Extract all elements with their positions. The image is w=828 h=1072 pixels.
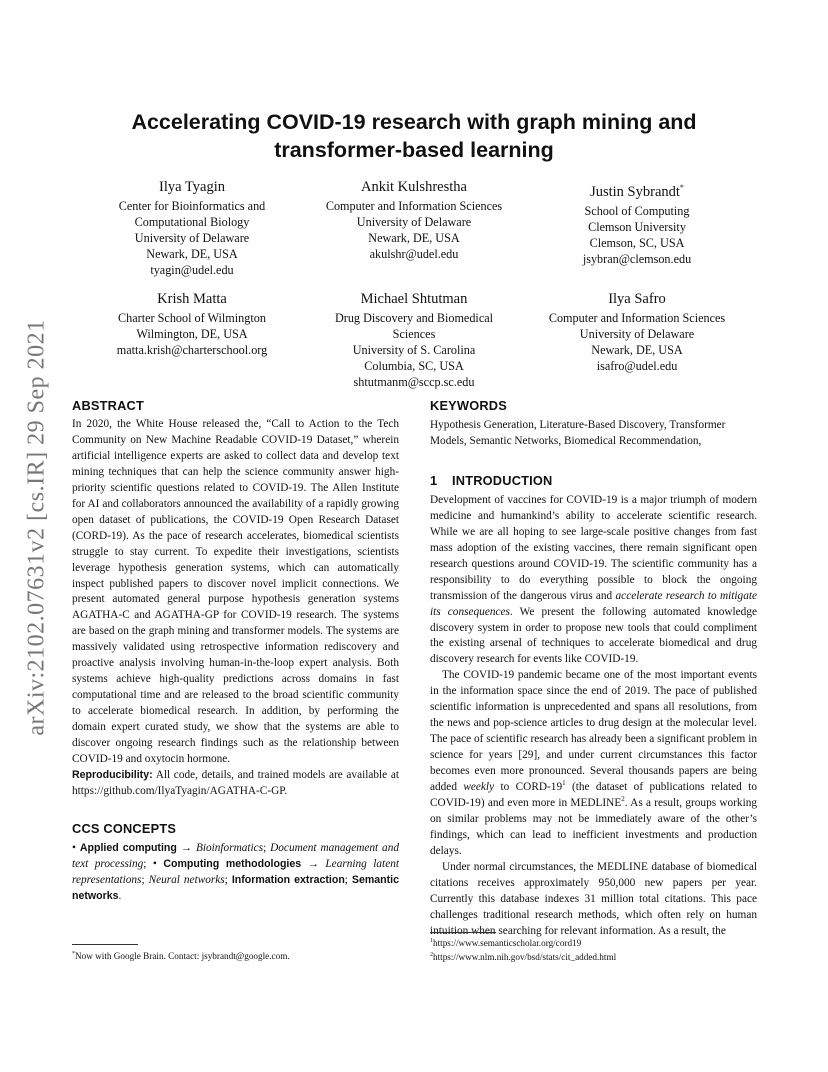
intro-paragraph-1: [430, 493, 757, 668]
left-column: [72, 398, 399, 905]
arxiv-identifier-text: arXiv:2102.07631v2 [cs.IR] 29 Sep 2021: [23, 318, 50, 736]
author-affiliation-line: University of Delaware: [579, 327, 695, 341]
author-block-6: [517, 290, 757, 374]
footnote-rule: [72, 944, 138, 945]
footnote-ref-link[interactable]: 2: [621, 795, 625, 804]
author-footnote: [72, 949, 399, 963]
section-number: 1: [430, 472, 438, 488]
author-block-5: [294, 290, 534, 390]
author-affiliation-line: Charter School of Wilmington: [118, 311, 266, 325]
abstract-heading: ABSTRACT: [72, 398, 144, 413]
paper-title-line-2: transformer-based learning: [274, 138, 554, 162]
author-affiliation-line: Computational Biology: [134, 215, 250, 229]
author-name-with-mark: [517, 178, 757, 202]
author-affiliation-line: Clemson University: [588, 219, 686, 234]
ccs-term: Applied computing: [79, 841, 177, 854]
right-footnote-area: [430, 932, 757, 963]
author-affiliation-line: University of Delaware: [356, 215, 472, 229]
author-name: Justin Sybrandt: [590, 183, 680, 200]
footnote-ref-link[interactable]: 1: [562, 779, 566, 788]
author-affiliation-line: Clemson, SC, USA: [589, 235, 685, 250]
author-affiliation-line: Computer and Information Sciences: [325, 199, 503, 213]
author-affiliation-line: Center for Bioinformatics and: [118, 199, 266, 213]
author-affiliation-line: Newark, DE, USA: [591, 343, 683, 357]
author-block-1: [72, 178, 312, 278]
reproducibility-label: Reproducibility:: [72, 768, 153, 781]
author-affiliation-line: Columbia, SC, USA: [364, 359, 464, 373]
author-email-link[interactable]: akulshr@udel.edu: [369, 247, 459, 261]
footnote-url-link[interactable]: https://www.semanticscholar.org/cord19: [433, 938, 582, 949]
ccs-term: Information extraction: [231, 873, 345, 886]
author-email-link[interactable]: shtutmanm@sccp.sc.edu: [353, 375, 475, 389]
author-affiliation-line: Newark, DE, USA: [368, 231, 460, 245]
paper-title: [90, 108, 738, 164]
intro-emphasis: weekly: [463, 781, 495, 794]
url-footnote: [430, 950, 757, 964]
footnote-mark: *: [72, 951, 75, 957]
ccs-bullet: •: [72, 841, 76, 854]
intro-text: to CORD-19: [494, 781, 563, 794]
ccs-subterm: Neural networks: [148, 873, 225, 886]
author-name: Michael Shtutman: [360, 291, 468, 307]
paper-title-line-1: Accelerating COVID-19 research with graph mining and: [131, 110, 697, 134]
author-affiliation-line: Computer and Information Sciences: [548, 311, 726, 325]
intro-text: . As a result, groups working on similar problems may not be immediately aware of the other’s findings, which can lead to inefficient investments and production delays.: [430, 797, 757, 857]
author-affiliation-line: Wilmington, DE, USA: [136, 327, 248, 341]
author-affiliation-line: Sciences: [392, 327, 436, 341]
author-block-2: [294, 178, 534, 262]
author-name: Ilya Tyagin: [159, 179, 225, 195]
author-affiliation-line: Newark, DE, USA: [146, 247, 238, 261]
ccs-arrow: →: [180, 841, 193, 854]
author-email-link[interactable]: isafro@udel.edu: [596, 359, 678, 373]
author-name: Ilya Safro: [608, 291, 666, 307]
ccs-subterm: Learning latent representations: [72, 857, 400, 886]
author-block-4: [72, 290, 312, 358]
intro-text: Development of vaccines for COVID-19 is a major triumph of modern medicine and humankind’s ability to accelerate scientific research. While we are all hoping to see large-scale positive changes from fast mass adoption of the existing vaccines, there remain significant open research questions around COVID-19. The scientific community has a responsibility to do everything possible to block the ongoing transmission of the dangerous virus and: [430, 493, 757, 602]
author-block-3: [517, 178, 757, 267]
author-affiliation-line: School of Computing: [584, 203, 690, 218]
footnote-url-link[interactable]: https://www.nlm.nih.gov/bsd/stats/cit_added.html: [433, 951, 617, 962]
right-column: [430, 398, 757, 940]
section-title: INTRODUCTION: [452, 472, 553, 488]
keywords-heading: KEYWORDS: [430, 398, 507, 413]
intro-emphasis: accelerate research to mitigate its consequences: [430, 589, 758, 618]
intro-paragraph-3: Under normal circumstances, the MEDLINE database of biomedical citations receives approximately 950,000 new papers per year. Currently this database indexes 31 million total citations. This pace challenges traditional research methods, which often rely on human intuition when searching for relevant information. As a result, the: [430, 860, 757, 937]
author-email-link[interactable]: jsybran@clemson.edu: [582, 251, 692, 266]
introduction-heading: [430, 473, 757, 488]
left-footnote-area: [72, 944, 399, 963]
author-name: Krish Matta: [157, 291, 227, 307]
ccs-bullet: •: [152, 857, 157, 870]
footnote-mark: 1: [430, 938, 433, 944]
reproducibility-text: All code, details, and trained models are available at https://github.com/IlyaTyagin/AGATHA-C-GP.: [72, 768, 400, 797]
intro-text: (the dataset of publications related to COVID-19) and even more in MEDLINE: [430, 781, 757, 810]
arxiv-identifier: [18, 296, 56, 758]
ccs-concepts-text: • Applied computing → Bioinformatics; Document management and text processing; • Computing methodologies → Learning latent representations; Neural networks; Information extraction; Semantic networks.: [72, 841, 400, 902]
author-affiliation-line: University of Delaware: [134, 231, 250, 245]
ccs-term: Computing methodologies: [163, 857, 302, 870]
intro-text: The COVID-19 pandemic became one of the most important events in the information space since the end of 2019. The pace of published scientific information is unprecedented and spans all resolutions, from the news and pop-science articles to drug design at the molecular level. The pace of scientific research has already been a significant problem in science for years [29], and under current circumstances this factor becomes even more pronounced. Several thousands papers are being added: [430, 669, 757, 794]
author-affiliation-line: Drug Discovery and Biomedical: [334, 311, 494, 325]
reproducibility-paragraph: [72, 768, 399, 800]
ccs-arrow: →: [307, 857, 319, 870]
author-affiliation-line: University of S. Carolina: [352, 343, 476, 357]
author-email-link[interactable]: matta.krish@charterschool.org: [116, 343, 268, 357]
author-name: Ankit Kulshrestha: [361, 179, 467, 195]
ccs-subterm: Bioinformatics: [195, 841, 264, 854]
author-footnote-mark: *: [679, 183, 684, 192]
ccs-term: Semantic networks: [72, 873, 400, 902]
intro-paragraph-2: [430, 668, 757, 859]
abstract-text: In 2020, the White House released the, “Call to Action to the Tech Community on New Machine Readable COVID-19 Dataset,” wherein artificial intelligence experts are asked to collect data and develop text mining techniques that can help the science community answer high-priority scientific questions related to COVID-19. The Allen Institute for AI and collaborators announced the availability of a rapidly growing open dataset of publications, the COVID-19 Open Research Dataset (CORD-19). As the pace of research accelerates, biomedical scientists struggle to stay current. To expedite their investigations, scientists leverage hypothesis generation systems, which can automatically inspect published papers to discover novel implicit connections. We present automated general purpose hypothesis generation systems AGATHA-C and AGATHA-GP for COVID-19 research. The systems are based on the graph mining and transformer models. The systems are massively validated using retrospective information rediscovery and proactive analysis involving human-in-the-loop expert analysis. Both systems achieve high-quality predictions across domains in fast computational time and are released to the broad scientific community to accelerate biomedical research. In addition, by performing the domain expert curated study, we show that the systems are able to discover ongoing research findings such as the relationship between COVID-19 and oxytocin hormone.: [72, 418, 399, 766]
keywords-text: Hypothesis Generation, Literature-Based Discovery, Transformer Models, Semantic Networks, Biomedical Recommendation,: [430, 419, 726, 447]
url-footnote: [430, 936, 757, 950]
footnote-rule: [430, 932, 496, 933]
footnote-mark: 2: [430, 951, 433, 958]
ccs-heading: CCS CONCEPTS: [72, 820, 177, 836]
author-email-link[interactable]: tyagin@udel.edu: [150, 263, 234, 277]
footnote-text: Now with Google Brain. Contact: jsybrandt@google.com.: [75, 951, 290, 962]
intro-text: . We present the following automated knowledge discovery system in order to propose new tools that could compliment the existing arsenal of techniques to accelerate biomedical and drug discovery research for events like COVID-19.: [430, 605, 757, 666]
ccs-subterm: Document management and text processing: [72, 841, 399, 870]
